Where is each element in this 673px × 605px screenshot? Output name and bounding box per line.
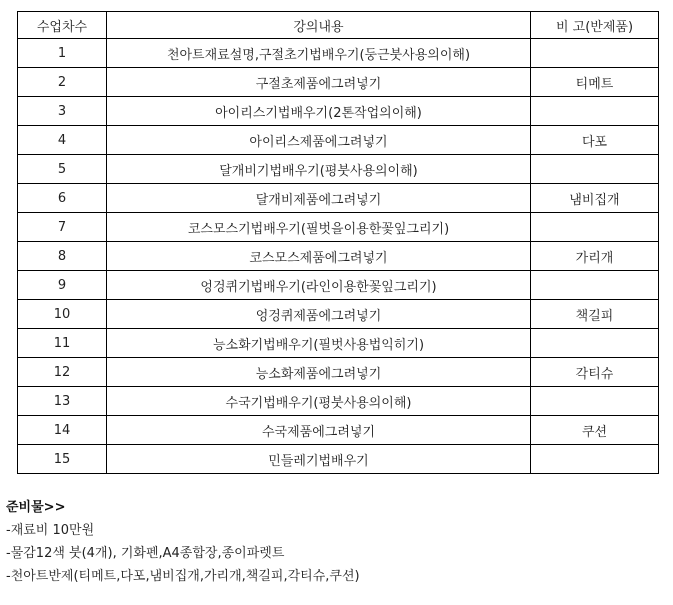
header-session: 수업차수 [18,12,107,39]
note-cell: 책길피 [531,300,659,329]
session-cell: 8 [18,242,107,271]
note-cell [531,271,659,300]
content-cell: 달개비기법배우기(평붓사용의이해) [107,155,531,184]
header-note: 비 고(반제품) [531,12,659,39]
table-row [18,300,659,329]
table-row [18,213,659,242]
session-cell: 5 [18,155,107,184]
content-cell: 아이리스기법배우기(2톤작업의이해) [107,97,531,126]
session-cell: 6 [18,184,107,213]
session-cell: 3 [18,97,107,126]
session-cell: 12 [18,358,107,387]
table-row [18,271,659,300]
note-cell: 쿠션 [531,416,659,445]
table-row [18,416,659,445]
materials-line-fee: -재료비 10만원 [6,523,95,538]
session-cell: 14 [18,416,107,445]
session-cell: 7 [18,213,107,242]
session-cell: 4 [18,126,107,155]
table-row [18,126,659,155]
content-cell: 엉겅퀴제품에그려넣기 [107,300,531,329]
note-cell: 냄비집개 [531,184,659,213]
table-row [18,97,659,126]
note-cell: 가리개 [531,242,659,271]
content-cell: 민들레기법배우기 [107,445,531,474]
content-cell: 아이리스제품에그려넣기 [107,126,531,155]
session-cell: 9 [18,271,107,300]
content-cell: 천아트재료설명,구절초기법배우기(둥근붓사용의이해) [107,39,531,68]
content-cell: 수국제품에그려넣기 [107,416,531,445]
table-row [18,242,659,271]
curriculum-table [17,11,659,474]
note-cell [531,155,659,184]
session-cell: 2 [18,68,107,97]
materials-line-supplies: -물감12색 붓(4개), 기화펜,A4종합장,종이파렛트 [6,546,285,561]
note-cell [531,329,659,358]
materials-section [6,496,666,588]
content-cell: 구절초제품에그려넣기 [107,68,531,97]
content-cell: 코스모스제품에그려넣기 [107,242,531,271]
note-cell: 각티슈 [531,358,659,387]
table-row [18,184,659,213]
content-cell: 코스모스기법배우기(필벗을이용한꽃잎그리기) [107,213,531,242]
note-cell: 티메트 [531,68,659,97]
content-cell: 능소화기법배우기(필벗사용법익히기) [107,329,531,358]
table-row [18,39,659,68]
table-header-row [18,12,659,39]
materials-heading: 준비물>> [6,500,66,515]
session-cell: 1 [18,39,107,68]
materials-line-blanks: -천아트반제(티메트,다포,냄비집개,가리개,책길피,각티슈,쿠션) [6,569,360,584]
table-row [18,445,659,474]
session-cell: 11 [18,329,107,358]
table-row [18,329,659,358]
note-cell [531,97,659,126]
table-row [18,358,659,387]
content-cell: 달개비제품에그려넣기 [107,184,531,213]
session-cell: 13 [18,387,107,416]
content-cell: 능소화제품에그려넣기 [107,358,531,387]
content-cell: 수국기법배우기(평붓사용의이해) [107,387,531,416]
table-row [18,387,659,416]
note-cell [531,387,659,416]
header-content: 강의내용 [107,12,531,39]
content-cell: 엉겅퀴기법배우기(라인이용한꽃잎그리기) [107,271,531,300]
note-cell [531,39,659,68]
note-cell: 다포 [531,126,659,155]
session-cell: 15 [18,445,107,474]
table-row [18,68,659,97]
session-cell: 10 [18,300,107,329]
note-cell [531,213,659,242]
table-row [18,155,659,184]
note-cell [531,445,659,474]
